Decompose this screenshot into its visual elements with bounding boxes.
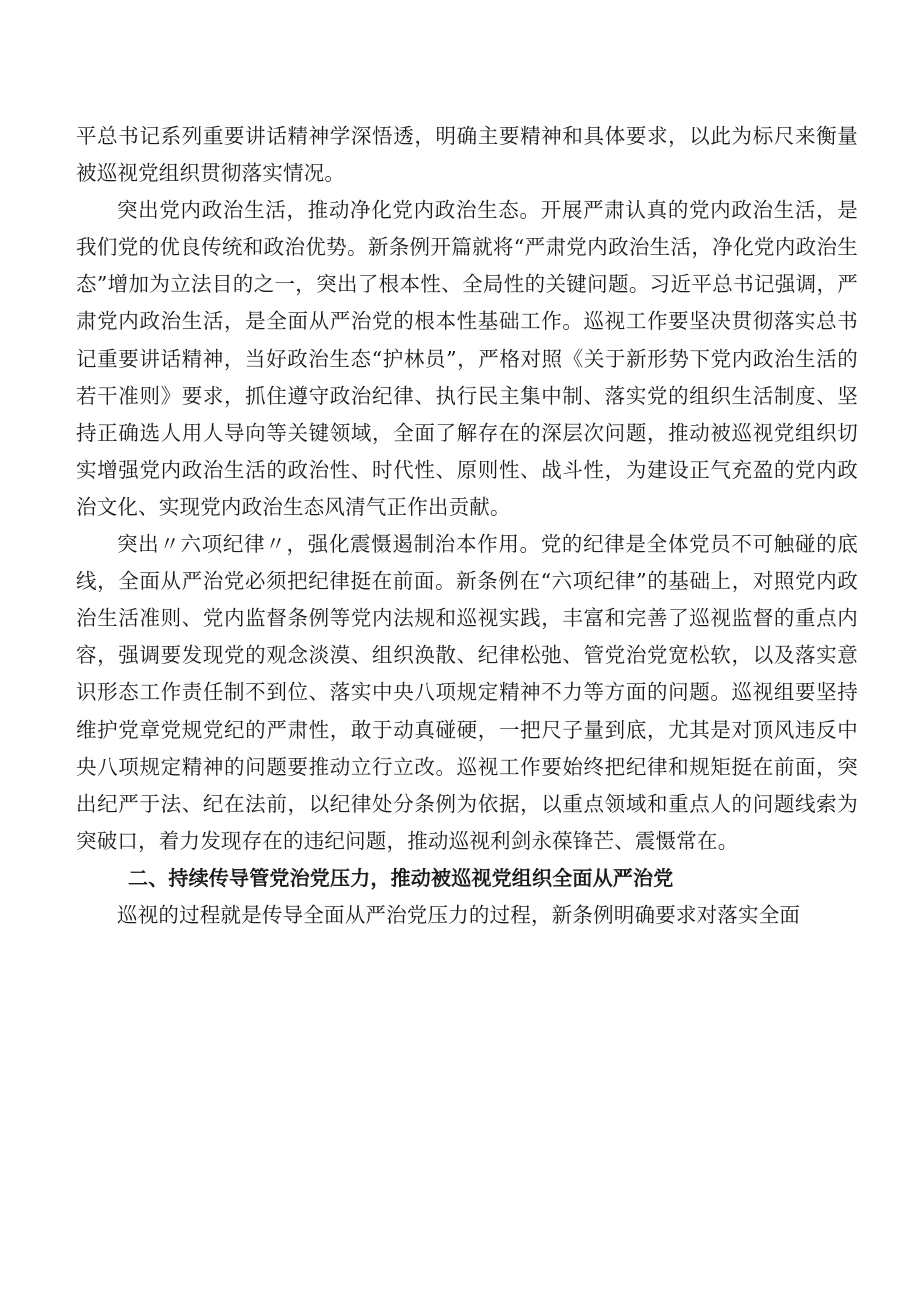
paragraph-inspection-process: 巡视的过程就是传导全面从严治党压力的过程，新条例明确要求对落实全面 (117, 902, 801, 927)
section-heading: 二、持续传导管党治党压力，推动被巡视党组织全面从严治党 (128, 865, 674, 890)
paragraph-six-disciplines: 突出〃六项纪律〃，强化震慑遏制治本作用。党的纪律是全体党员不可触碰的底线，全面从严治党必须把纪律挺在前面。新条例在“六项纪律”的基础上，对照党内政治生活准则、党内监督条例等党内法规和巡视实践，丰富和完善了巡视监督的重点内容，强调要发现党的观念淡漠、组织涣散、纪律松弛、管党治党宽松软，以及落实意识形态工作责任制不到位、落实中央八项规定精神不力等方面的问题。巡视组要坚持维护党章党规党纪的严肃性，敢于动真碰硬，一把尺子量到底，尤其是对顶风违反中央八项规定精神的问题要推动立行立改。巡视工作要始终把纪律和规矩挺在前面，突出纪严于法、纪在法前，以纪律处分条例为依据，以重点领域和重点人的问题线索为突破口，着力发现存在的违纪问题，推动巡视利剑永葆锋芒、震慑常在。 (76, 532, 858, 853)
paragraph-continuation: 平总书记系列重要讲话精神学深悟透，明确主要精神和具体要求，以此为标尺来衡量被巡视党组织贯彻落实情况。 (76, 124, 858, 186)
paragraph-political-life: 突出党内政治生活，推动净化党内政治生态。开展严肃认真的党内政治生活，是我们党的优良传统和政治优势。新条例开篇就将“严肃党内政治生活，净化党内政治生态”增加为立法目的之一，突出了根本性、全局性的关键问题。习近平总书记强调，严肃党内政治生活，是全面从严治党的根本性基础工作。巡视工作要坚决贯彻落实总书记重要讲话精神，当好政治生态“护林员”，严格对照《关于新形势下党内政治生活的若干准则》要求，抓住遵守政治纪律、执行民主集中制、落实党的组织生活制度、坚持正确选人用人导向等关键领域，全面了解存在的深层次问题，推动被巡视党组织切实增强党内政治生活的政治性、时代性、原则性、战斗性，为建设正气充盈的党内政治文化、实现党内政治生态风清气正作出贡献。 (76, 198, 858, 519)
document-page (76, 118, 858, 934)
